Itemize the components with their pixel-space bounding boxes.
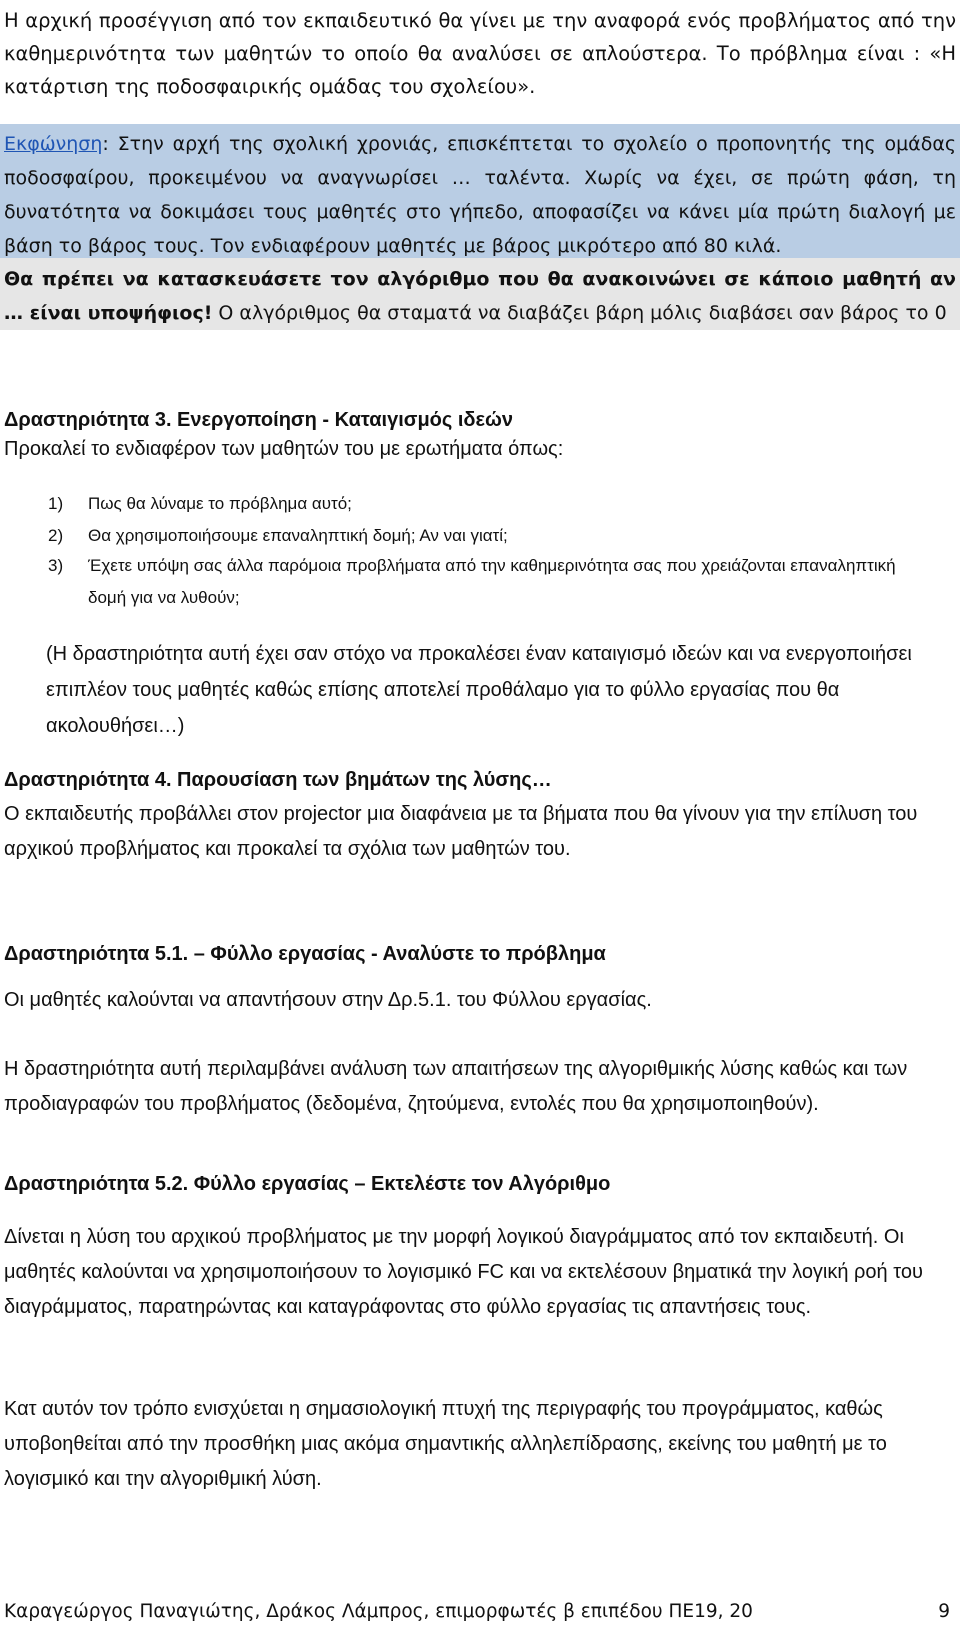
activity52-p1: Δίνεται η λύση του αρχικού προβλήματος με την μορφή λογικού διαγράμματος από τον εκπαιδευτή. Οι μαθητές καλούνται να χρησιμοποιήσουν το λογισμικό FC και να εκτελέσουν βηματικά την λογική ροή του διαγράμματος, παρατηρώντας και καταγράφοντας στο φύλλο εργασίας τις απαντήσεις τους.: [4, 1226, 923, 1318]
activity4-heading: Δραστηριότητα 4. Παρουσίαση των βημάτων της λύσης…: [4, 769, 552, 791]
statement-text: : Στην αρχή της σχολική χρονιάς, επισκέπτεται το σχολείο ο προπονητής της ομάδας ποδοσφαίρου, προκειμένου να αναγνωρίσει … ταλέντα. Χωρίς να έχει, σε πρώτη φάση, τη δυνατότητα να δοκιμάσει τους μαθητές στο γήπεδο, αποφασίζει να κάνει μία πρώτη διαλογή με βάση το βάρος τους. Τον ενδιαφέρουν μαθητές με βάρος μικρότερο από 80 κιλά.: [4, 133, 956, 257]
task-statement: [4, 262, 956, 330]
list-item-number: 3): [48, 556, 64, 575]
footer-authors: Καραγεώργος Παναγιώτης, Δράκος Λάμπρος, επιμορφωτές β επιπέδου ΠΕ19, 20: [4, 1601, 753, 1622]
page-number: 9: [938, 1601, 950, 1622]
activity3-heading: Δραστηριότητα 3. Ενεργοποίηση - Καταιγισμός ιδεών: [4, 409, 514, 431]
activity51-heading: Δραστηριότητα 5.1. – Φύλλο εργασίας - Αναλύστε το πρόβλημα: [4, 943, 606, 965]
list-item-text: Θα χρησιμοποιήσουμε επαναληπτική δομή; Αν ναι γιατί;: [88, 526, 508, 545]
list-item-number: 2): [48, 526, 64, 545]
problem-statement: [4, 127, 956, 263]
statement-label: Εκφώνηση: [4, 133, 103, 155]
activity3-intro: Προκαλεί το ενδιαφέρον των μαθητών του με ερωτήματα όπως:: [4, 438, 564, 460]
activity4-text: Ο εκπαιδευτής προβάλλει στον projector μια διαφάνεια με τα βήματα που θα γίνουν για την επίλυση του αρχικού προβλήματος και προκαλεί τα σχόλια των μαθητών του.: [4, 803, 918, 860]
list-item-text: Έχετε υπόψη σας άλλα παρόμοια προβλήματα από την καθημερινότητα σας που χρειάζονται επαναληπτική δομή για να λυθούν;: [88, 556, 896, 607]
intro-paragraph: Η αρχική προσέγγιση από τον εκπαιδευτικό θα γίνει με την αναφορά ενός προβλήματος από την καθημερινότητα των μαθητών το οποίο θα αναλύσει σε απλούστερα. Το πρόβλημα είναι : «Η κατάρτιση της ποδοσφαιρικής ομάδας του σχολείου».: [4, 9, 956, 98]
list-item-number: 1): [48, 494, 64, 513]
task-rest-text: Ο αλγόριθμος θα σταματά να διαβάζει βάρη μόλις διαβάσει σαν βάρος το 0: [212, 302, 947, 324]
activity51-p2: Η δραστηριότητα αυτή περιλαμβάνει ανάλυση των απαιτήσεων της αλγοριθμικής λύσης καθώς και των προδιαγραφών του προβλήματος (δεδομένα, ζητούμενα, εντολές που θα χρησιμοποιηθούν).: [4, 1058, 908, 1115]
activity3-note: (Η δραστηριότητα αυτή έχει σαν στόχο να προκαλέσει έναν καταιγισμό ιδεών και να ενεργοποιήσει επιπλέον τους μαθητές καθώς επίσης αποτελεί προθάλαμο για το φύλλο εργασίας που θα ακολουθήσει…): [46, 643, 912, 737]
list-item-text: Πως θα λύναμε το πρόβλημα αυτό;: [88, 494, 352, 513]
activity51-p1: Οι μαθητές καλούνται να απαντήσουν στην Δρ.5.1. του Φύλλου εργασίας.: [4, 989, 652, 1011]
activity52-heading: Δραστηριότητα 5.2. Φύλλο εργασίας – Εκτελέστε τον Αλγόριθμο: [4, 1173, 611, 1195]
page-footer: [4, 1600, 950, 1624]
activity52-p2: Κατ αυτόν τον τρόπο ενισχύεται η σημασιολογική πτυχή της περιγραφής του προγράμματος, καθώς υποβοηθείται από την προσθήκη μιας ακόμα σημαντικής αλληλεπίδρασης, εκείνης του μαθητή με το λογισμικό και την αλγοριθμική λύση.: [4, 1398, 887, 1490]
task-bold-text: Θα πρέπει να κατασκευάσετε τον αλγόριθμο που θα ανακοινώνει σε κάποιο μαθητή αν … είναι υποψήφιος!: [4, 268, 956, 324]
